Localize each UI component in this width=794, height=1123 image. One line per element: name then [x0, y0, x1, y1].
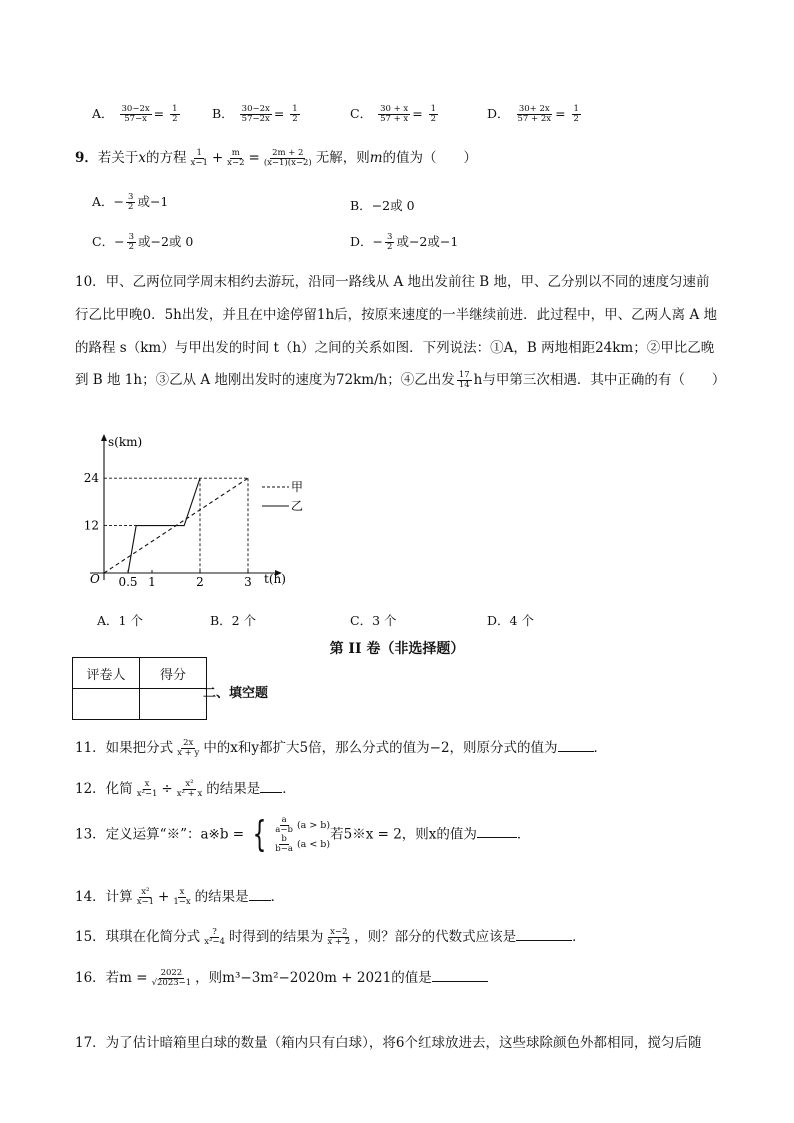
q10-option-c[interactable]: C．3 个: [350, 613, 397, 628]
text: h与甲第三次相遇．其中正确的有（ ）: [473, 372, 726, 388]
numerator: 30−2x: [241, 104, 270, 115]
text: 14．计算: [75, 889, 133, 905]
fraction: [325, 928, 352, 947]
denominator: x + y: [177, 748, 200, 758]
text: 的值为（ ）: [382, 150, 478, 166]
denominator: x + 2: [327, 937, 351, 947]
chart-marks: [84, 471, 252, 589]
var-m: m: [369, 150, 383, 166]
q8-option-a[interactable]: [92, 104, 182, 124]
fraction: [385, 233, 394, 252]
denominator: x²−4: [204, 937, 225, 947]
option-label: C．: [350, 106, 373, 121]
text: 无解，则: [315, 150, 370, 166]
question-10-line-1: 10．甲、乙两位同学周末相约去游玩，沿同一路线从 A 地出发前往 B 地，甲、乙分别以不同的速度匀速前: [75, 274, 710, 290]
q8-option-c[interactable]: [350, 104, 440, 124]
denominator: 2: [573, 114, 579, 124]
denominator: 2: [172, 114, 178, 124]
answer-blank[interactable]: [516, 940, 572, 941]
denominator: 2: [292, 114, 298, 124]
numerator: 3: [128, 192, 134, 203]
x-tick-label: 1: [148, 575, 156, 589]
denominator: 2: [430, 114, 437, 124]
fraction: [572, 105, 581, 124]
numerator: 30−2x: [121, 104, 150, 115]
cases: [271, 816, 330, 854]
numerator: 2x: [183, 738, 194, 749]
option-label: A．: [92, 194, 114, 209]
numerator: 1: [430, 104, 437, 115]
var-x: x: [138, 150, 147, 166]
denominator: x−1: [136, 897, 155, 907]
numerator: 30 + x: [380, 104, 409, 115]
grader-cell[interactable]: [73, 689, 140, 720]
text: ．: [270, 889, 285, 905]
q8-option-b[interactable]: [212, 104, 302, 124]
x-tick-label: 0.5: [118, 575, 138, 589]
text: 若关于: [97, 150, 139, 166]
piecewise-definition: [248, 813, 331, 855]
numerator: 2m + 2: [272, 148, 304, 159]
question-15: [75, 925, 586, 947]
case-2: [271, 835, 330, 854]
denominator: x² + x: [176, 789, 203, 799]
fraction: [135, 888, 156, 907]
denominator: 14: [458, 380, 470, 390]
condition: (a > b): [296, 819, 331, 831]
section-title: 第 II 卷（非选择题）: [329, 641, 465, 657]
fraction: [127, 233, 136, 252]
fraction: [516, 105, 554, 124]
text: 11．如果把分式: [75, 740, 174, 756]
text: 的方程: [146, 150, 187, 166]
minus: −: [113, 194, 125, 209]
fraction: [273, 835, 295, 854]
numerator: x: [179, 887, 185, 898]
fraction: [120, 105, 152, 124]
denominator: 57−x: [124, 114, 147, 124]
divide: ÷: [161, 781, 173, 797]
equals: =: [555, 106, 570, 121]
fraction: [170, 105, 179, 124]
text: 或−2或 0: [137, 234, 194, 249]
axes-group: [90, 434, 286, 586]
text: 时得到的结果为: [228, 929, 324, 945]
q10-option-a[interactable]: A．1 个: [97, 613, 143, 628]
equals: =: [153, 106, 169, 121]
numerator: x²: [185, 779, 194, 790]
fraction: [202, 928, 227, 947]
text: ．: [572, 929, 586, 945]
condition: (a < b): [296, 838, 331, 850]
legend-label-yi: 乙: [291, 499, 304, 513]
answer-blank[interactable]: [432, 981, 488, 982]
denominator: 57 + 2x: [517, 114, 552, 124]
section-heading: 二、填空题: [203, 686, 269, 701]
x-tick-label: 3: [244, 575, 252, 589]
option-label: C．: [92, 234, 115, 249]
numerator: 30+ 2x: [518, 104, 550, 115]
score-table: [72, 657, 207, 720]
question-10-line-4: [75, 368, 725, 390]
numerator: b: [281, 833, 287, 844]
denominator: 2: [387, 242, 393, 252]
numerator: 1: [196, 148, 202, 159]
equals: =: [248, 150, 260, 166]
q8-option-d[interactable]: [487, 104, 583, 124]
y-axis-arrow: [101, 434, 107, 441]
fraction: [290, 105, 299, 124]
question-17: 17．为了估计暗箱里白球的数量（箱内只有白球），将6个红球放进去，这些球除颜色外都相同，搅匀后随: [75, 1035, 702, 1051]
numerator: 1: [292, 104, 298, 115]
text: 的结果是: [194, 889, 249, 905]
fraction: [135, 780, 160, 799]
option-label: D．: [350, 234, 373, 249]
fraction: [175, 780, 205, 799]
numerator: 17: [458, 370, 470, 381]
text: 13．定义运算“※”：a※b =: [75, 826, 245, 843]
fraction: [175, 739, 201, 758]
denominator: b−a: [275, 843, 293, 854]
fraction: [457, 371, 472, 390]
question-14: [75, 885, 284, 907]
text: 的结果是: [206, 781, 261, 797]
question-10-line-3: 的路程 s（km）与甲出发的时间 t（h）之间的关系如图．下列说法：①A，B 两地相距24km；②甲比乙晚: [75, 340, 715, 356]
question-10-line-2: 行乙比甲晚0．5h出发，并且在中途停留1h后，按原来速度的一半继续前进．此过程中，甲、乙两人离 A 地: [75, 307, 717, 323]
numerator: x−2: [330, 927, 348, 938]
y-tick-label: 24: [83, 471, 99, 486]
equals: =: [412, 106, 427, 121]
text: ，则？部分的代数式应该是: [354, 929, 517, 945]
option-label: B．: [212, 106, 234, 121]
denominator: 2: [128, 242, 134, 252]
text: ．: [593, 740, 608, 756]
text: 或−1: [137, 194, 169, 209]
numerator: 2022: [160, 968, 183, 979]
question-9: [75, 146, 477, 168]
fraction: [262, 149, 314, 168]
text: ．: [516, 826, 531, 843]
denominator: x−2: [227, 158, 245, 168]
q9-option-c[interactable]: [92, 232, 193, 252]
text: 16．若m =: [75, 970, 148, 986]
minus: −: [372, 234, 384, 249]
denominator: 57 + x: [380, 114, 409, 124]
plus: +: [211, 150, 224, 166]
case-1: [271, 816, 330, 835]
numerator: 1: [172, 104, 178, 115]
text: −2或 0: [371, 198, 415, 213]
numerator: m: [231, 148, 240, 159]
q9-option-d[interactable]: [350, 232, 458, 252]
option-label: B．: [350, 198, 372, 213]
question-13: [75, 813, 531, 855]
answer-blank[interactable]: [477, 837, 517, 838]
x-axis-label: t(h): [264, 572, 286, 586]
text: 若5※x = 2，则x的值为: [330, 826, 477, 843]
text: ，则m³−3m²−2020m + 2021的值是: [195, 970, 432, 986]
denominator: x−1: [190, 158, 208, 168]
grader-header: 评卷人: [73, 658, 140, 689]
denominator: 2: [128, 202, 134, 212]
answer-blank[interactable]: [260, 792, 282, 793]
fraction: [273, 816, 295, 835]
score-cell[interactable]: [140, 689, 207, 720]
numerator: x²: [141, 887, 150, 898]
fraction: [429, 105, 438, 124]
chart-legend: [262, 480, 303, 513]
numerator: ?: [212, 927, 217, 938]
question-12: [75, 777, 296, 799]
q9-option-b[interactable]: [350, 196, 415, 214]
denominator: 57−2x: [241, 114, 270, 124]
x-tick-label: 2: [196, 575, 204, 589]
score-header: 得分: [140, 658, 207, 689]
plus: +: [158, 889, 170, 905]
fraction: [225, 149, 246, 168]
minus: −: [114, 234, 125, 249]
question-number: 9．: [75, 150, 98, 166]
numerator: x: [144, 779, 150, 790]
numerator: 3: [387, 232, 393, 243]
series-line-yi: [128, 478, 200, 573]
legend-label-jia: 甲: [291, 480, 304, 494]
answer-blank[interactable]: [558, 751, 594, 752]
q10-option-d[interactable]: D．4 个: [487, 613, 534, 628]
text: 中的x和y都扩大5倍，那么分式的值为−2，则原分式的值为: [203, 740, 558, 756]
denominator: √2023−1: [151, 978, 192, 988]
fraction: [189, 149, 210, 168]
question-11: [75, 736, 607, 758]
fraction: [150, 969, 194, 988]
denominator: (x−1)(x−2): [263, 158, 312, 168]
text: ．: [282, 781, 296, 797]
denominator: 1−x: [173, 897, 191, 907]
fraction: [126, 193, 135, 212]
numerator: a: [281, 815, 287, 825]
denominator: x²−1: [136, 789, 158, 799]
equals: =: [273, 106, 289, 121]
numerator: 3: [128, 232, 134, 243]
option-label: D．: [487, 106, 510, 121]
brace-icon: {: [252, 813, 267, 855]
text: 或−2或−1: [396, 234, 459, 249]
fraction: [378, 105, 410, 124]
fraction: [240, 105, 272, 124]
distance-time-graph: [80, 430, 320, 590]
origin-label: O: [90, 572, 100, 586]
y-axis-label: s(km): [108, 435, 143, 449]
y-tick-label: 12: [83, 518, 99, 533]
answer-blank[interactable]: [249, 900, 271, 901]
question-16: [75, 966, 488, 988]
q10-option-b[interactable]: B．2 个: [210, 613, 257, 628]
text: 到 B 地 1h；③乙从 A 地刚出发时的速度为72km/h；④乙出发: [75, 372, 455, 388]
q9-option-a[interactable]: [92, 192, 168, 212]
text: 12．化简: [75, 781, 133, 797]
text: 15．琪琪在化简分式: [75, 929, 201, 945]
fraction: [171, 888, 192, 907]
numerator: 1: [573, 104, 579, 115]
denominator: a−b: [275, 824, 293, 835]
option-label: A．: [92, 106, 114, 121]
